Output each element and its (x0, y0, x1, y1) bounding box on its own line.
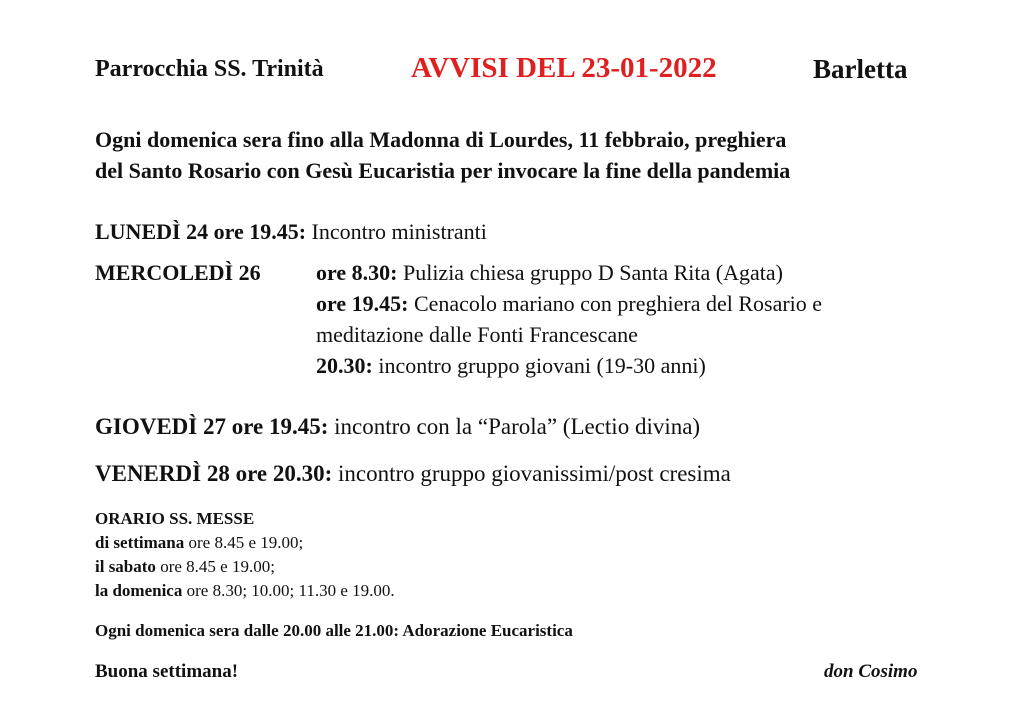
mass-row-label: la domenica (95, 581, 183, 600)
wednesday-item-label: 20.30: (316, 353, 373, 378)
wednesday-item (316, 257, 822, 288)
thursday-label: GIOVEDÌ 27 ore 19.45: (95, 414, 329, 439)
monday-text: Incontro ministranti (306, 219, 487, 244)
notice-title: AVVISI DEL 23-01-2022 (411, 52, 717, 84)
thursday-notice (95, 414, 700, 440)
monday-notice (95, 216, 487, 247)
wednesday-item (316, 319, 822, 350)
wednesday-day: MERCOLEDÌ 26 (95, 260, 261, 285)
wednesday-notices (316, 257, 822, 381)
intro-paragraph (95, 124, 790, 186)
friday-label: VENERDÌ 28 ore 20.30: (95, 461, 333, 486)
parish-name: Parrocchia SS. Trinità (95, 56, 324, 82)
city-name: Barletta (813, 54, 908, 84)
friday-notice (95, 461, 731, 487)
intro-line: del Santo Rosario con Gesù Eucaristia per invocare la fine della pandemia (95, 158, 791, 183)
wednesday-item-text: Pulizia chiesa gruppo D Santa Rita (Agata) (397, 260, 783, 285)
wednesday-item-label: ore 8.30: (316, 260, 398, 285)
mass-schedule (95, 507, 395, 603)
closing-greeting: Buona settimana! (95, 661, 239, 682)
mass-row-label: il sabato (95, 557, 156, 576)
wednesday-item-text: Cenacolo mariano con preghiera del Rosario e (408, 291, 823, 316)
signature: don Cosimo (824, 661, 918, 682)
mass-row-text: ore 8.45 e 19.00; (155, 557, 275, 576)
mass-row (95, 555, 395, 579)
mass-row-text: ore 8.45 e 19.00; (184, 533, 304, 552)
mass-row-label: di settimana (95, 533, 185, 552)
mass-schedule-title-text: ORARIO SS. MESSE (95, 509, 255, 528)
adoration-notice: Ogni domenica sera dalle 20.00 alle 21.00: Adorazione Eucaristica (95, 621, 573, 640)
wednesday-item-text: meditazione dalle Fonti Francescane (316, 322, 638, 347)
wednesday-item (316, 288, 822, 319)
friday-text: incontro gruppo giovanissimi/post cresima (332, 461, 731, 486)
wednesday-item-text: incontro gruppo giovani (19-30 anni) (372, 353, 706, 378)
mass-row (95, 531, 395, 555)
mass-schedule-title (95, 507, 395, 531)
monday-label: LUNEDÌ 24 ore 19.45: (95, 219, 307, 244)
mass-row (95, 579, 395, 603)
intro-line: Ogni domenica sera fino alla Madonna di Lourdes, 11 febbraio, preghiera (95, 127, 787, 152)
thursday-text: incontro con la “Parola” (Lectio divina) (328, 414, 701, 439)
mass-row-text: ore 8.30; 10.00; 11.30 e 19.00. (182, 581, 395, 600)
wednesday-item-label: ore 19.45: (316, 291, 409, 316)
wednesday-item (316, 350, 822, 381)
